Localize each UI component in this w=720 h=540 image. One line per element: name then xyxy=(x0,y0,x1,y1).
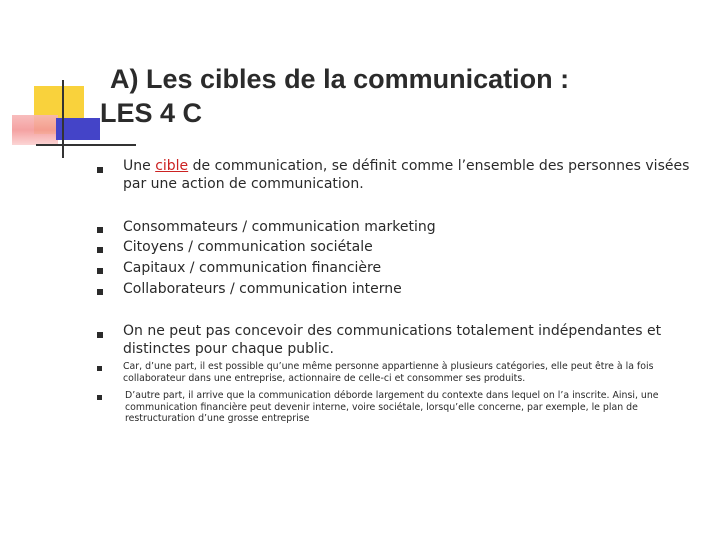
note-text: Car, d’une part, il est possible qu’une même personne appartienne à plusieurs catégories, elle peut être à la fois collaborateur dans une entreprise, actionnaire de celle-ci et consommer ses produits. xyxy=(123,361,654,384)
main-point-text: On ne peut pas concevoir des communications totalement indépendantes et distinctes pour chaque public. xyxy=(123,323,662,357)
title-line-1: A) Les cibles de la communication : xyxy=(110,64,570,94)
list-item: Collaborateurs / communication interne xyxy=(123,281,402,297)
list-item: Consommateurs / communication marketing xyxy=(123,219,436,235)
list-item: Citoyens / communication sociétale xyxy=(123,239,373,255)
bullet-square-icon xyxy=(97,227,103,233)
bullet-square-icon xyxy=(97,332,103,338)
decorative-horizontal-line xyxy=(36,144,136,146)
bullet-square-icon xyxy=(97,395,102,400)
list-item: Capitaux / communication financière xyxy=(123,260,382,276)
decorative-vertical-line xyxy=(62,80,64,158)
cible-link[interactable]: cible xyxy=(155,158,189,174)
intro-suffix: de communication, se définit comme l’ensemble des personnes visées par une action de communication. xyxy=(123,158,690,192)
intro-prefix: Une xyxy=(123,158,156,174)
note-text: D’autre part, il arrive que la communication déborde largement du contexte dans lequel on l’a inscrite. Ainsi, une communication financière peut devenir interne, voire sociétale, lorsqu’elle concerne, par exemple, le plan de restructuration d’une grosse entreprise xyxy=(125,390,659,424)
bullet-square-icon xyxy=(97,289,103,295)
bullet-square-icon xyxy=(97,247,103,253)
decorative-red-bar xyxy=(12,115,58,145)
title-line-2: LES 4 C xyxy=(100,98,203,128)
slide-title xyxy=(100,62,700,130)
bullet-square-icon xyxy=(97,366,102,371)
intro-text xyxy=(123,157,693,193)
bullet-square-icon xyxy=(97,268,103,274)
bullet-square-icon xyxy=(97,167,103,173)
